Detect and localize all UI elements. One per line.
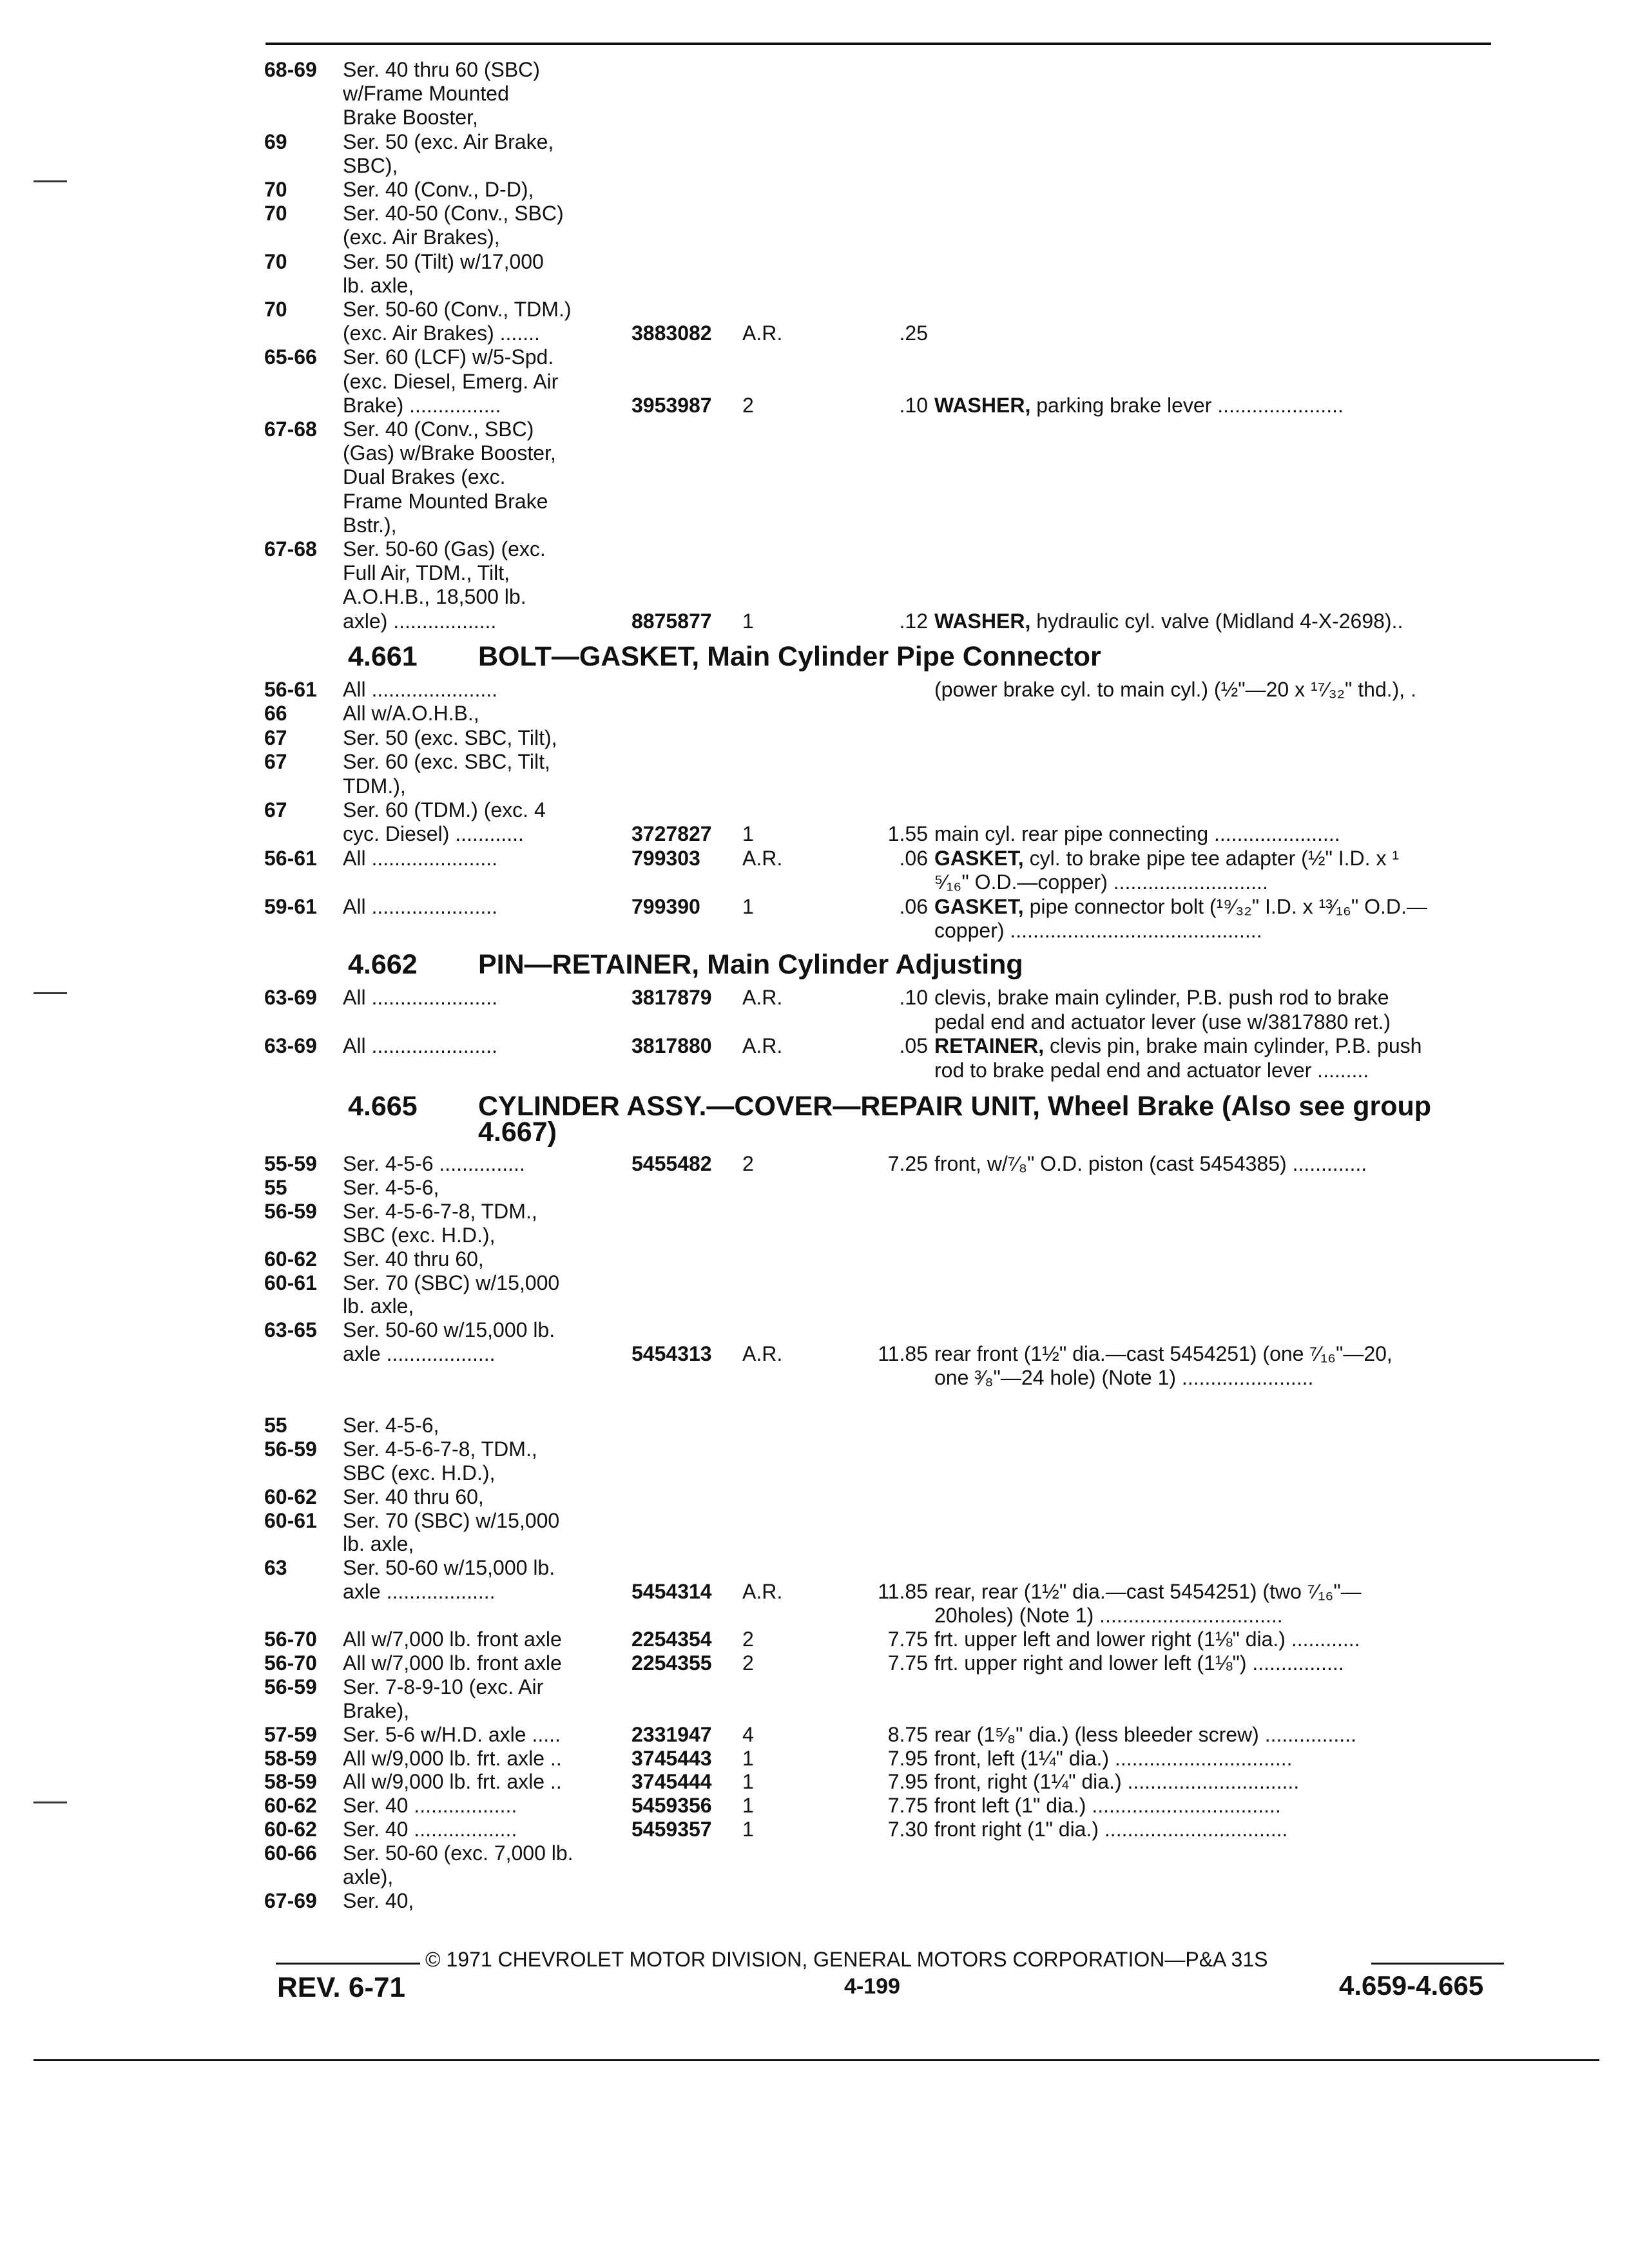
application: All w/9,000 lb. frt. axle ..: [343, 1746, 562, 1770]
parts-row: [264, 895, 1508, 918]
price: 8.75: [887, 1722, 928, 1746]
description-text: frt. upper right and lower left (1⅛") ................: [934, 1651, 1344, 1675]
parts-row: [264, 919, 1508, 942]
application: Ser. 50 (exc. SBC, Tilt),: [343, 726, 557, 749]
parts-row: [264, 1390, 1508, 1413]
group-number: 4.661: [348, 641, 418, 672]
footer-rule-right: [1371, 1963, 1504, 1965]
parts-row: [264, 1628, 1508, 1651]
part-number: 5454314: [631, 1580, 712, 1604]
parts-row: [264, 847, 1508, 870]
application: w/Frame Mounted: [343, 82, 509, 106]
parts-row: [264, 1059, 1508, 1082]
year-range: 60-62: [264, 1818, 317, 1841]
part-number: 3745444: [631, 1770, 712, 1794]
price: 7.75: [887, 1794, 928, 1818]
application: Frame Mounted Brake: [343, 489, 548, 513]
description-text: main cyl. rear pipe connecting ......................: [934, 822, 1340, 846]
part-number: 3953987: [631, 393, 712, 417]
parts-row: [264, 394, 1508, 417]
description-text: front right (1" dia.) ................................: [934, 1818, 1288, 1841]
part-number: 2331947: [631, 1722, 712, 1746]
year-range: 58-59: [264, 1746, 317, 1770]
part-name: GASKET,: [934, 894, 1024, 918]
application: Ser. 40 ..................: [343, 1818, 517, 1841]
application: Ser. 70 (SBC) w/15,000: [343, 1508, 560, 1532]
application: Ser. 60 (exc. SBC, Tilt,: [343, 750, 550, 774]
parts-row: [264, 1604, 1508, 1627]
year-range: 56-61: [264, 678, 317, 701]
application: All ......................: [343, 986, 498, 1009]
description-text: pedal end and actuator lever (use w/3817880 ret.): [934, 1010, 1391, 1033]
year-range: 55: [264, 1175, 287, 1199]
application: Ser. 50-60 w/15,000 lb.: [343, 1556, 555, 1580]
parts-row: [264, 226, 1508, 249]
price: .06: [899, 894, 928, 918]
year-range: 67: [264, 750, 287, 774]
quantity: 2: [742, 393, 754, 417]
application: Brake),: [343, 1698, 410, 1722]
application: A.O.H.B., 18,500 lb.: [343, 585, 526, 609]
parts-row: [264, 1794, 1508, 1817]
parts-row: [264, 130, 1508, 153]
part-name: RETAINER,: [934, 1034, 1045, 1057]
parts-row: [264, 1532, 1508, 1555]
price: 11.85: [878, 1580, 928, 1604]
quantity: 4: [742, 1722, 754, 1746]
application: All ......................: [343, 846, 498, 870]
quantity: A.R.: [742, 1580, 783, 1604]
price: 7.25: [887, 1152, 928, 1175]
application: (exc. Diesel, Emerg. Air: [343, 369, 559, 393]
application: Ser. 50-60 w/15,000 lb.: [343, 1318, 555, 1342]
description: [934, 610, 1403, 633]
parts-row: [264, 870, 1508, 894]
part-number: 3745443: [631, 1746, 712, 1770]
description-text: front, right (1¼" dia.) ..............................: [934, 1770, 1300, 1794]
parts-row: [264, 610, 1508, 633]
application: Ser. 40 (Conv., D-D),: [343, 178, 534, 201]
year-range: 56-70: [264, 1628, 317, 1651]
part-name: GASKET,: [934, 846, 1024, 870]
parts-row: [264, 1010, 1508, 1033]
year-range: 63: [264, 1556, 287, 1580]
application: axle) ..................: [343, 609, 497, 633]
parts-row: [264, 1176, 1508, 1199]
year-range: 60-61: [264, 1271, 317, 1294]
part-number: 8875877: [631, 609, 712, 633]
price: .05: [899, 1034, 928, 1057]
description: [934, 1366, 1313, 1389]
application: axle),: [343, 1865, 394, 1888]
application: (exc. Air Brakes),: [343, 226, 500, 249]
parts-row: [264, 774, 1508, 798]
parts-row: [264, 322, 1508, 345]
price: .10: [899, 986, 928, 1009]
part-number: 5459357: [631, 1818, 712, 1841]
description-text: ⁵⁄₁₆" O.D.—copper) ...........................: [934, 870, 1268, 894]
parts-row: [264, 1461, 1508, 1485]
price: 7.75: [887, 1651, 928, 1675]
application: All w/A.O.H.B.,: [343, 702, 479, 726]
parts-row: [264, 726, 1508, 749]
part-number: 799303: [631, 846, 700, 870]
parts-row: [264, 1675, 1508, 1698]
application: Ser. 40 (Conv., SBC): [343, 418, 534, 441]
parts-row: [264, 1818, 1508, 1841]
description: [934, 895, 1427, 918]
group-number: 4.662: [348, 949, 418, 980]
parts-row: [264, 274, 1508, 297]
parts-row: [264, 418, 1508, 441]
margin-mark: [34, 992, 67, 994]
application: Ser. 4-5-6 ...............: [343, 1152, 525, 1175]
group-title-continued: 4.667): [478, 1117, 557, 1148]
parts-row: [264, 1034, 1508, 1057]
part-number: 5454313: [631, 1342, 712, 1366]
parts-row: [264, 750, 1508, 773]
price: 7.95: [887, 1770, 928, 1794]
quantity: 1: [742, 1818, 754, 1841]
application: All w/7,000 lb. front axle: [343, 1628, 562, 1651]
parts-row: [264, 1342, 1508, 1365]
parts-row: [264, 798, 1508, 822]
year-range: 59-61: [264, 894, 317, 918]
parts-row: [264, 1699, 1508, 1722]
year-range: 56-61: [264, 846, 317, 870]
description-text: one ³⁄₈"—24 hole) (Note 1) .......................: [934, 1366, 1314, 1390]
application: Ser. 4-5-6-7-8, TDM.,: [343, 1437, 537, 1461]
application: cyc. Diesel) ............: [343, 822, 524, 846]
description: [934, 1604, 1283, 1627]
price: 7.75: [887, 1628, 928, 1651]
year-range: 55-59: [264, 1152, 317, 1175]
group-title: BOLT—GASKET, Main Cylinder Pipe Connector: [478, 641, 1101, 672]
part-name: WASHER,: [934, 393, 1031, 417]
parts-row: [264, 58, 1508, 81]
application: Ser. 4-5-6,: [343, 1175, 439, 1199]
year-range: 63-69: [264, 986, 317, 1009]
part-number: 3727827: [631, 822, 712, 846]
application: Ser. 50 (Tilt) w/17,000: [343, 249, 544, 273]
year-range: 56-70: [264, 1651, 317, 1675]
description: [934, 986, 1389, 1009]
description: [934, 1152, 1367, 1175]
quantity: 2: [742, 1628, 754, 1651]
application: SBC (exc. H.D.),: [343, 1461, 496, 1485]
quantity: 1: [742, 1746, 754, 1770]
parts-row: [264, 298, 1508, 321]
page-number: 4-199: [844, 1974, 900, 1999]
parts-row: [264, 1770, 1508, 1793]
application: Ser. 60 (TDM.) (exc. 4: [343, 798, 546, 822]
part-name: WASHER,: [934, 609, 1031, 633]
part-number: 3817880: [631, 1034, 712, 1057]
year-range: 67: [264, 726, 287, 749]
description: [934, 678, 1416, 701]
price: 7.30: [887, 1818, 928, 1841]
application: Ser. 4-5-6-7-8, TDM.,: [343, 1199, 537, 1223]
parts-row: [264, 1865, 1508, 1888]
year-range: 70: [264, 202, 287, 226]
quantity: A.R.: [742, 846, 783, 870]
price: 11.85: [878, 1342, 928, 1366]
description: [934, 1651, 1344, 1675]
year-range: 60-62: [264, 1247, 317, 1271]
application: All ......................: [343, 894, 498, 918]
description-text: hydraulic cyl. valve (Midland 4-X-2698)..: [1030, 609, 1403, 633]
part-number: 5459356: [631, 1794, 712, 1818]
quantity: 2: [742, 1651, 754, 1675]
year-range: 70: [264, 298, 287, 321]
quantity: A.R.: [742, 322, 783, 345]
description: [934, 1794, 1281, 1817]
year-range: 67-68: [264, 537, 317, 561]
application: axle ...................: [343, 1342, 496, 1366]
application: Ser. 5-6 w/H.D. axle .....: [343, 1722, 561, 1746]
application: SBC),: [343, 153, 398, 177]
description: [934, 1770, 1299, 1793]
parts-row: [264, 1651, 1508, 1675]
group-range: 4.659-4.665: [1339, 1970, 1484, 2001]
part-number: 3883082: [631, 322, 712, 345]
application: lb. axle,: [343, 1532, 414, 1556]
quantity: A.R.: [742, 1034, 783, 1057]
description: [934, 919, 1262, 942]
parts-row: [264, 1224, 1508, 1247]
application: lb. axle,: [343, 273, 414, 297]
parts-row: [264, 1509, 1508, 1532]
application: Ser. 50 (exc. Air Brake,: [343, 130, 554, 153]
description: [934, 1580, 1362, 1603]
parts-row: [264, 202, 1508, 225]
parts-row: [264, 250, 1508, 273]
price: .25: [899, 322, 928, 345]
year-range: 63-65: [264, 1318, 317, 1342]
description-text: front, left (1¼" dia.) ...............................: [934, 1746, 1293, 1770]
parts-row: [264, 1485, 1508, 1508]
year-range: 66: [264, 702, 287, 726]
parts-row: [264, 1152, 1508, 1175]
application: All ......................: [343, 1034, 498, 1057]
application: Ser. 40 thru 60 (SBC): [343, 58, 540, 81]
application: Brake) ................: [343, 393, 501, 417]
application: Ser. 4-5-6,: [343, 1413, 439, 1437]
application: axle ...................: [343, 1580, 496, 1604]
application: (Gas) w/Brake Booster,: [343, 441, 556, 465]
application: Ser. 50-60 (exc. 7,000 lb.: [343, 1841, 574, 1865]
year-range: 67-68: [264, 418, 317, 441]
description-text: rear, rear (1½" dia.—cast 5454251) (two ⁷⁄₁₆"—: [934, 1580, 1362, 1604]
application: All w/7,000 lb. front axle: [343, 1651, 562, 1675]
price: 7.95: [887, 1746, 928, 1770]
description-text: front, w/⁷⁄₈" O.D. piston (cast 5454385) .............: [934, 1152, 1367, 1175]
year-range: 56-59: [264, 1675, 317, 1698]
year-range: 63-69: [264, 1034, 317, 1057]
description: [934, 1723, 1356, 1746]
part-number: 799390: [631, 894, 700, 918]
application: SBC (exc. H.D.),: [343, 1223, 496, 1247]
parts-row: [264, 986, 1508, 1009]
description: [934, 1818, 1287, 1841]
description: [934, 1059, 1369, 1082]
parts-row: [264, 345, 1508, 369]
quantity: A.R.: [742, 1342, 783, 1366]
parts-row: [264, 822, 1508, 845]
application: All w/9,000 lb. frt. axle ..: [343, 1770, 562, 1794]
parts-row: [264, 178, 1508, 201]
application: lb. axle,: [343, 1294, 414, 1318]
quantity: 1: [742, 1770, 754, 1794]
parts-row: [264, 537, 1508, 561]
quantity: 1: [742, 822, 754, 846]
parts-row: [264, 1580, 1508, 1603]
part-number: 2254355: [631, 1651, 712, 1675]
description-text: frt. upper left and lower right (1⅛" dia.) ............: [934, 1628, 1360, 1651]
description: [934, 822, 1340, 845]
description-text: rod to brake pedal end and actuator lever .........: [934, 1058, 1369, 1082]
parts-row: [264, 154, 1508, 177]
application: Ser. 40 thru 60,: [343, 1485, 484, 1508]
year-range: 57-59: [264, 1722, 317, 1746]
parts-row: [264, 1414, 1508, 1437]
description-text: clevis pin, brake main cylinder, P.B. push: [1044, 1034, 1422, 1057]
description: [934, 870, 1268, 894]
description-text: copper) ............................................: [934, 919, 1262, 942]
parts-row: [264, 1271, 1508, 1294]
description-text: parking brake lever ......................: [1030, 393, 1344, 417]
year-range: 55: [264, 1413, 287, 1437]
application: Ser. 40,: [343, 1888, 414, 1912]
year-range: 60-62: [264, 1485, 317, 1508]
parts-row: [264, 490, 1508, 513]
quantity: 1: [742, 1794, 754, 1818]
year-range: 67: [264, 798, 287, 822]
application: Ser. 50-60 (Conv., TDM.): [343, 298, 572, 321]
group-title: CYLINDER ASSY.—COVER—REPAIR UNIT, Wheel Brake (Also see group: [478, 1091, 1431, 1122]
application: Ser. 40 ..................: [343, 1794, 517, 1818]
price: .12: [899, 609, 928, 633]
parts-row: [264, 1366, 1508, 1389]
application: Dual Brakes (exc.: [343, 465, 506, 489]
application: Ser. 7-8-9-10 (exc. Air: [343, 1675, 544, 1698]
year-range: 70: [264, 178, 287, 201]
part-number: 5455482: [631, 1152, 712, 1175]
description: [934, 1034, 1422, 1057]
application: Ser. 40-50 (Conv., SBC): [343, 202, 564, 226]
description-text: 20holes) (Note 1) ................................: [934, 1604, 1283, 1628]
year-range: 58-59: [264, 1770, 317, 1794]
footer-rule-left: [276, 1963, 420, 1965]
parts-row: [264, 465, 1508, 488]
bottom-rule: [34, 2059, 1599, 2061]
description: [934, 1010, 1391, 1033]
parts-row: [264, 82, 1508, 105]
quantity: 2: [742, 1152, 754, 1175]
top-rule: [265, 43, 1491, 45]
price: 1.55: [887, 822, 928, 846]
application: TDM.),: [343, 774, 406, 798]
parts-row: [264, 1200, 1508, 1223]
parts-row: [264, 1841, 1508, 1865]
application: Ser. 50-60 (Gas) (exc.: [343, 537, 546, 561]
parts-row: [264, 1294, 1508, 1318]
year-range: 60-66: [264, 1841, 317, 1865]
description-text: pipe connector bolt (¹⁹⁄₃₂" I.D. x ¹³⁄₁₆" O.D.—: [1023, 894, 1427, 918]
quantity: 1: [742, 894, 754, 918]
description-text: cyl. to brake pipe tee adapter (½" I.D. x ¹: [1023, 846, 1399, 870]
group-title: PIN—RETAINER, Main Cylinder Adjusting: [478, 949, 1023, 980]
description: [934, 1342, 1393, 1365]
parts-row: [264, 1318, 1508, 1341]
parts-row: [264, 370, 1508, 393]
year-range: 69: [264, 130, 287, 153]
parts-row: [264, 1889, 1508, 1912]
margin-mark: [34, 1802, 67, 1803]
application: Ser. 60 (LCF) w/5-Spd.: [343, 345, 554, 369]
application: (exc. Air Brakes) .......: [343, 322, 540, 345]
parts-row: [264, 514, 1508, 537]
application: Bstr.),: [343, 513, 397, 537]
description: [934, 1628, 1360, 1651]
description-text: front left (1" dia.) .................................: [934, 1794, 1281, 1818]
description-text: (power brake cyl. to main cyl.) (½"—20 x ¹⁷⁄₃₂" thd.), .: [934, 678, 1416, 701]
year-range: 70: [264, 249, 287, 273]
year-range: 60-62: [264, 1794, 317, 1818]
description-text: rear (1⁵⁄₈" dia.) (less bleeder screw) ................: [934, 1722, 1356, 1746]
parts-row: [264, 702, 1508, 725]
price: .06: [899, 846, 928, 870]
parts-row: [264, 106, 1508, 129]
margin-mark: [34, 180, 67, 182]
parts-row: [264, 1747, 1508, 1770]
description-text: rear front (1½" dia.—cast 5454251) (one ⁷⁄₁₆"—20,: [934, 1342, 1393, 1366]
part-number: 2254354: [631, 1628, 712, 1651]
application: Ser. 40 thru 60,: [343, 1247, 484, 1271]
application: Brake Booster,: [343, 106, 478, 130]
description: [934, 1747, 1293, 1770]
parts-row: [264, 585, 1508, 608]
parts-row: [264, 678, 1508, 701]
year-range: 56-59: [264, 1199, 317, 1223]
revision-label: REV. 6-71: [277, 1972, 405, 2003]
year-range: 67-69: [264, 1888, 317, 1912]
quantity: 1: [742, 609, 754, 633]
part-number: 3817879: [631, 986, 712, 1009]
parts-row: [264, 1556, 1508, 1579]
price: .10: [899, 393, 928, 417]
copyright-notice: © 1971 CHEVROLET MOTOR DIVISION, GENERAL MOTORS CORPORATION—P&A 31S: [425, 1948, 1268, 1971]
quantity: A.R.: [742, 986, 783, 1009]
application: Ser. 70 (SBC) w/15,000: [343, 1271, 560, 1294]
year-range: 60-61: [264, 1508, 317, 1532]
parts-row: [264, 561, 1508, 584]
parts-row: [264, 1247, 1508, 1271]
parts-row: [264, 1437, 1508, 1461]
application: All ......................: [343, 678, 498, 701]
year-range: 56-59: [264, 1437, 317, 1461]
parts-row: [264, 441, 1508, 465]
application: Full Air, TDM., Tilt,: [343, 561, 510, 585]
year-range: 68-69: [264, 58, 317, 81]
description-text: clevis, brake main cylinder, P.B. push rod to brake: [934, 986, 1389, 1009]
group-number: 4.665: [348, 1091, 418, 1122]
description: [934, 394, 1344, 417]
parts-row: [264, 1723, 1508, 1746]
description: [934, 847, 1399, 870]
year-range: 65-66: [264, 345, 317, 369]
